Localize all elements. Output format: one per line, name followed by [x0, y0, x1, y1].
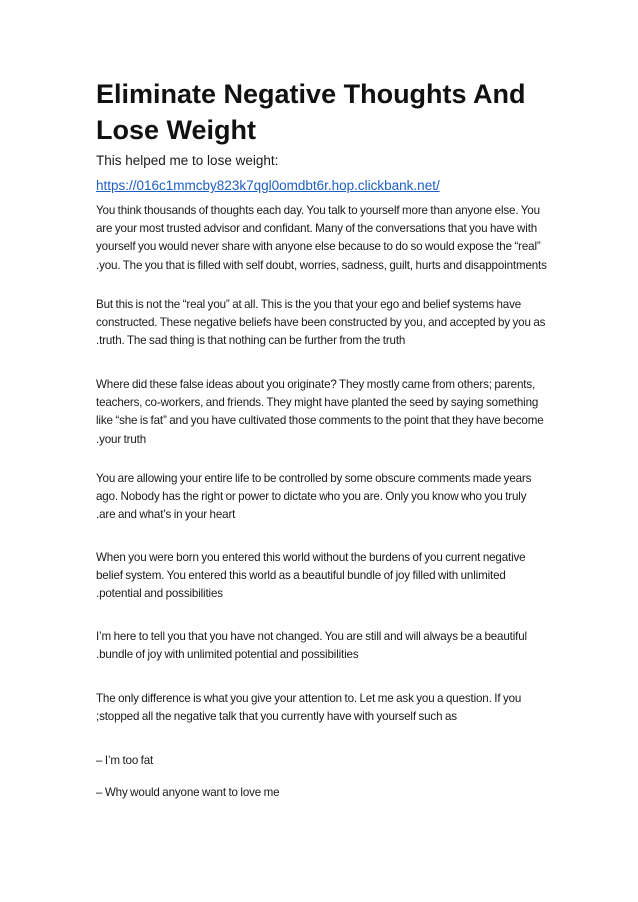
paragraph-line: You think thousands of thoughts each day. You talk to yourself more than anyone else. You	[96, 204, 540, 217]
paragraph	[96, 470, 546, 525]
paragraph	[96, 549, 546, 604]
paragraph-line: .potential and possibilities	[96, 587, 223, 601]
paragraph-line: yourself you would never share with anyone else because to do so would expose the “real”	[96, 240, 541, 254]
paragraph	[96, 690, 546, 726]
paragraph-line: .truth. The sad thing is that nothing can be further from the truth	[96, 334, 406, 348]
paragraph	[96, 628, 546, 664]
paragraph-line: are your most trusted advisor and confidant. Many of the conversations that you have with	[96, 222, 538, 236]
paragraph-line: But this is not the “real you” at all. This is the you that your ego and belief systems have	[96, 298, 522, 311]
intro-text: This helped me to lose weight:	[96, 153, 279, 168]
paragraph-line: belief system. You entered this world as a beautiful bundle of joy filled with unlimited	[96, 569, 506, 583]
list-item	[96, 784, 546, 802]
paragraph	[96, 202, 546, 275]
page-title: Eliminate Negative Thoughts And Lose Weight	[96, 79, 526, 145]
paragraph-line: – Why would anyone want to love me	[96, 786, 280, 799]
paragraph-line: .your truth	[96, 432, 147, 446]
paragraph-line: When you were born you entered this world without the burdens of you current negative	[96, 551, 526, 564]
paragraph	[96, 296, 546, 351]
paragraph-line: .are and what’s in your heart	[96, 508, 236, 522]
paragraph-line: The only difference is what you give your attention to. Let me ask you a question. If you	[96, 692, 522, 705]
paragraph-line: like “she is fat” and you have cultivated those comments to the point that they have become	[96, 414, 544, 428]
paragraph-line: ;stopped all the negative talk that you currently have with yourself such as	[96, 710, 457, 724]
paragraph-line: .you. The you that is filled with self doubt, worries, sadness, guilt, hurts and disappointments	[96, 258, 547, 272]
affiliate-link[interactable]: https://016c1mmcby823k7qgl0omdbt6r.hop.clickbank.net/	[96, 178, 440, 193]
list-item	[96, 752, 546, 770]
paragraph-line: .bundle of joy with unlimited potential and possibilities	[96, 648, 359, 662]
paragraph-line: You are allowing your entire life to be controlled by some obscure comments made years	[96, 472, 532, 485]
paragraph-line: I’m here to tell you that you have not changed. You are still and will always be a beautiful	[96, 630, 527, 643]
paragraph-line: teachers, co-workers, and friends. They might have planted the seed by saying something	[96, 396, 539, 410]
paragraph-line: ago. Nobody has the right or power to dictate who you are. Only you know who you truly	[96, 490, 527, 504]
paragraph	[96, 376, 546, 449]
paragraph-line: – I’m too fat	[96, 754, 154, 767]
paragraph-line: Where did these false ideas about you originate? They mostly came from others; parents,	[96, 378, 536, 391]
paragraph-line: constructed. These negative beliefs have been constructed by you, and accepted by you as	[96, 316, 546, 330]
